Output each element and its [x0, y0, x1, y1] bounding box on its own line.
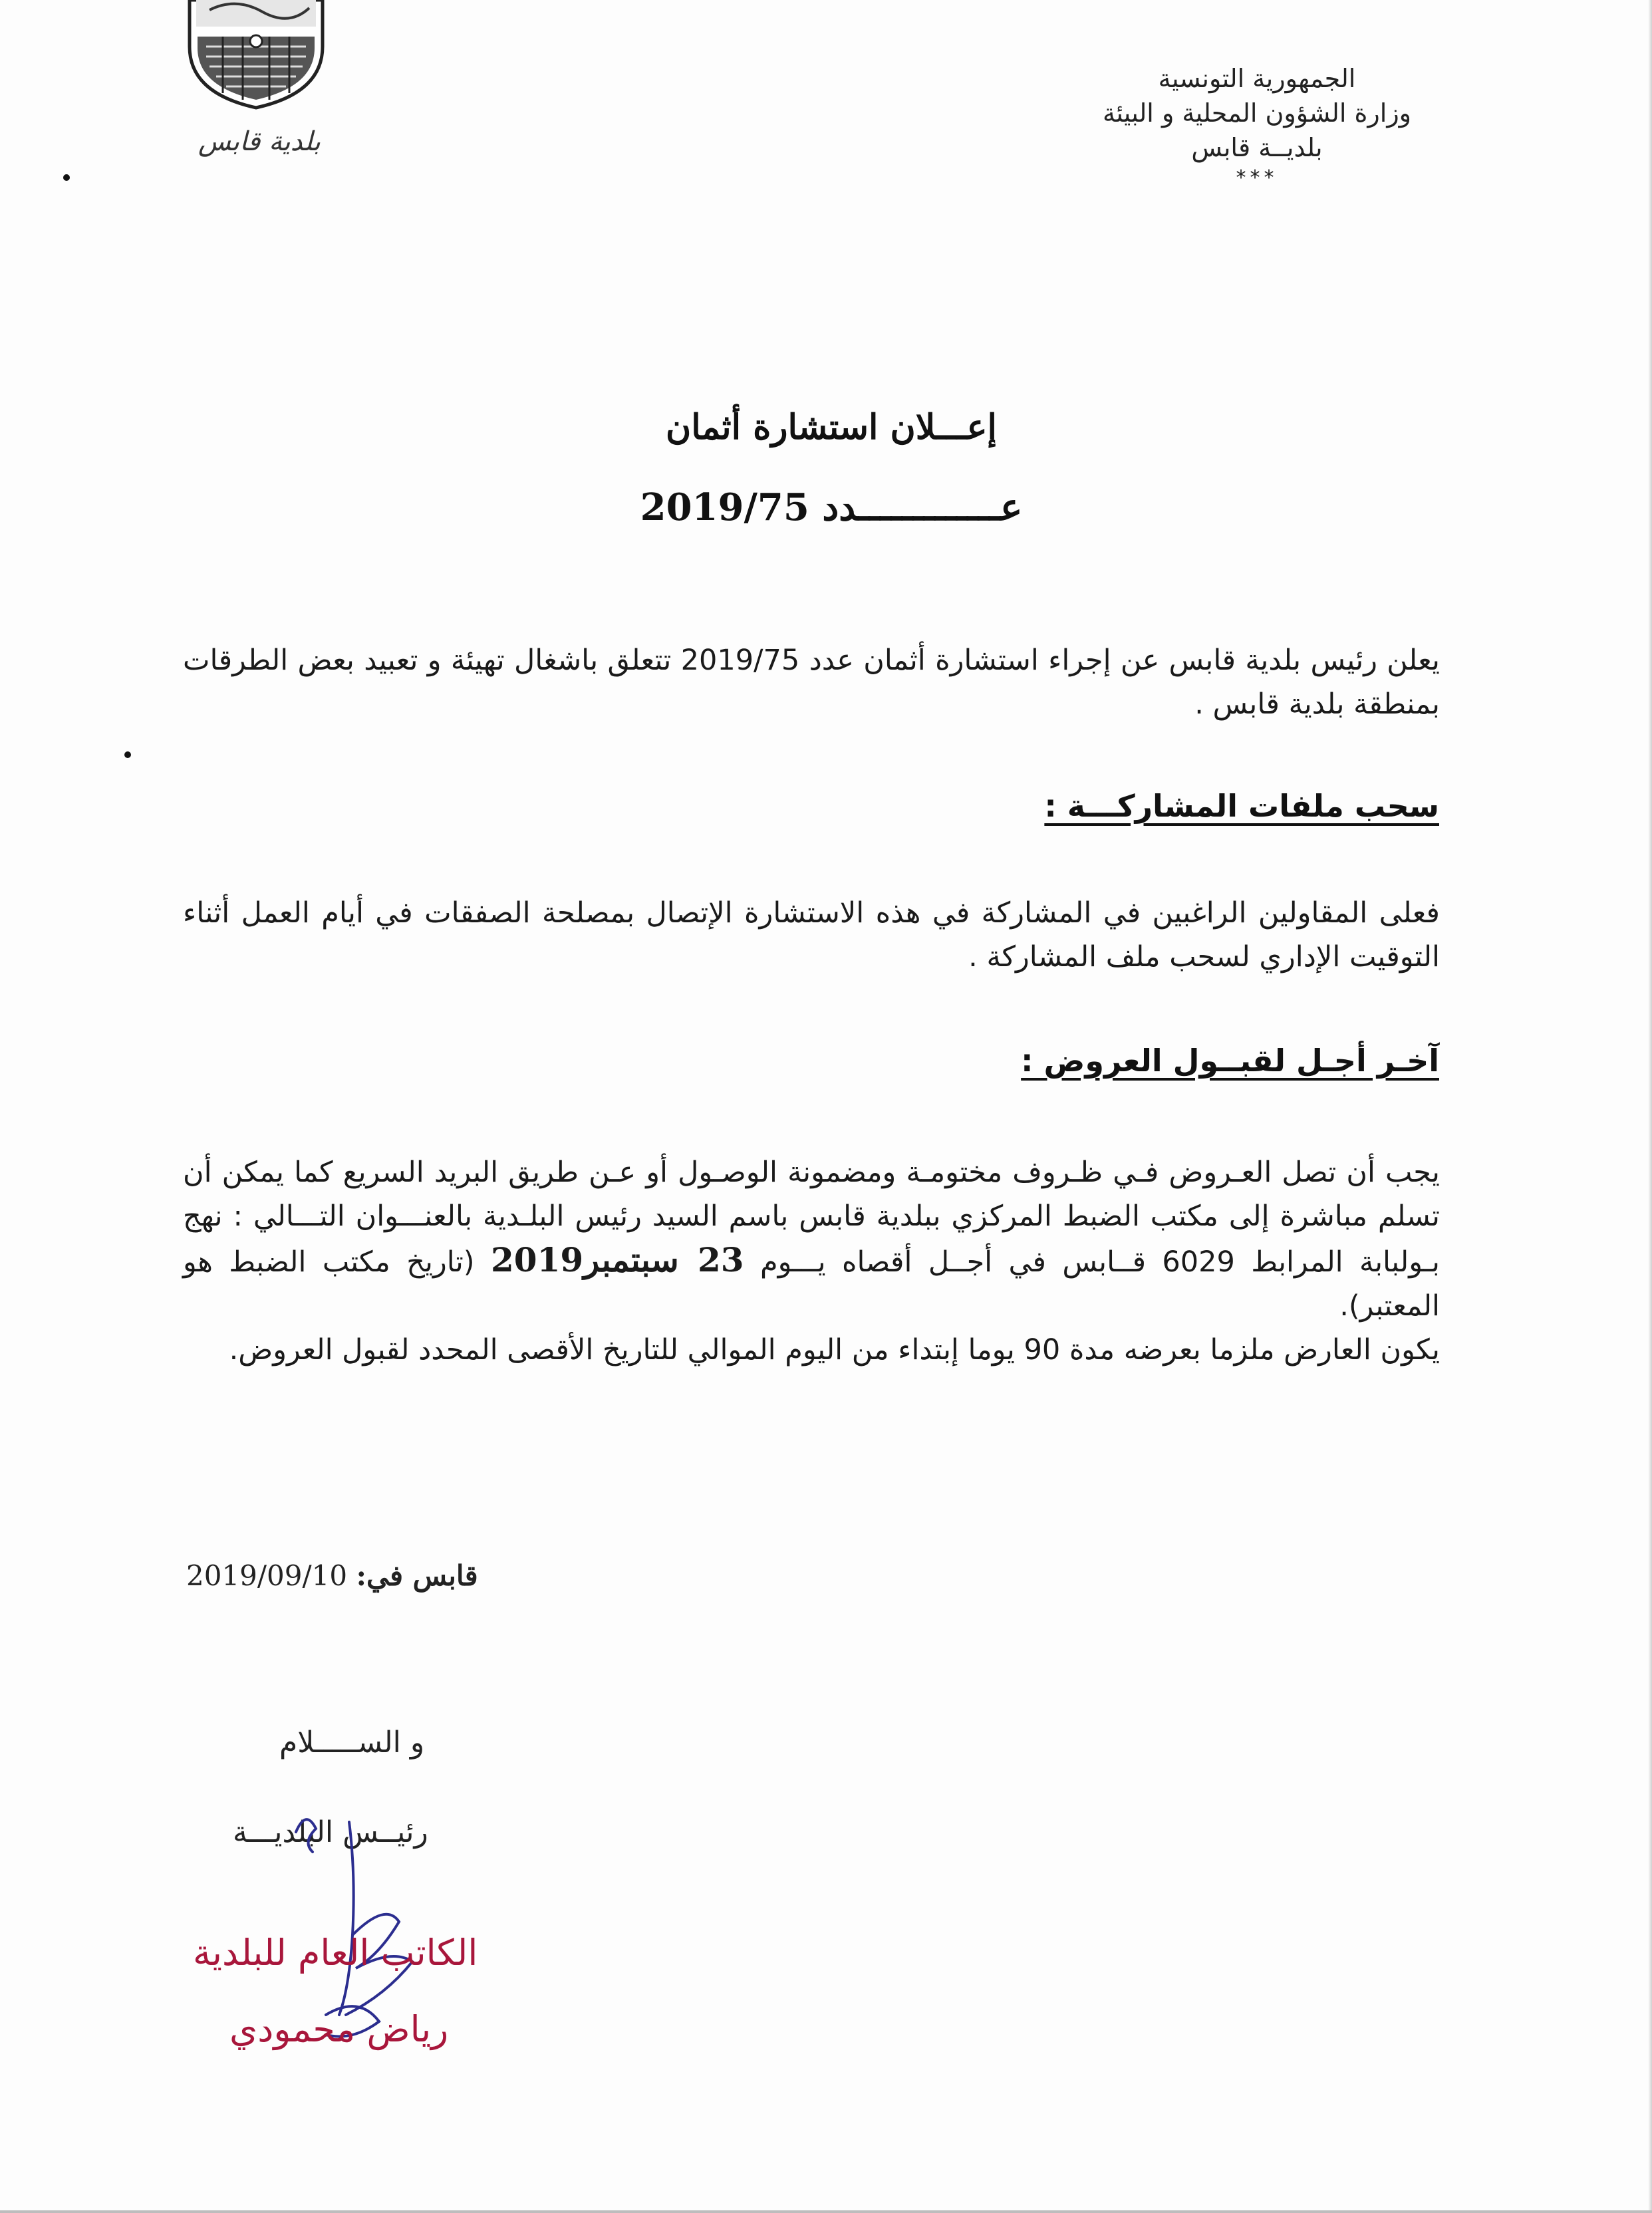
scan-edge	[1648, 0, 1652, 2213]
letterhead	[1037, 61, 1476, 192]
section-body-files: فعلى المقاولين الراغبين في المشاركة في هذه الاستشارة الإتصال بمصلحة الصفقات في أيام العمل أثناء التوقيت الإداري لسحب ملف المشاركة .	[183, 896, 1440, 974]
emblem-caption: بلدية قابس	[198, 126, 321, 157]
scan-dot	[63, 174, 70, 181]
stamp-name: رياض محمودي	[229, 2008, 449, 2050]
deadline-text: يجب أن تصل العـروض فـي ظـروف مختومـة ومضمونة الوصـول أو عـن طريق البريد السريع كما يمكن أن تسلم مباشرة إلى مكتب الضبط المركزي ببلدية قابس باسم السيد رئيس البلـدية بالعنـــوان التـــالي : نهج بـولبابة المرابط 6029 قــابس في أجــل أقصاه يـــوم	[183, 1156, 1441, 1279]
scan-dot	[124, 751, 131, 758]
intro-paragraph: يعلن رئيس بلدية قابس عن إجراء استشارة أثمان عدد 2019/75 تتعلق باشغال تهيئة و تعبيد بعض الطرقات بمنطقة بلدية قابس .	[183, 644, 1440, 721]
header-municipality: بلديــة قابس	[1191, 133, 1323, 162]
date-label: قابس في:	[356, 1559, 478, 1592]
closing-salutation: و الســـــلام	[279, 1726, 425, 1759]
deadline-note: (تاريخ مكتب الضبط هو المعتبر).	[183, 1245, 1440, 1323]
announcement-number: عـــــــــــــدد 2019/75	[640, 485, 1023, 529]
issue-date	[186, 1559, 478, 1592]
header-country: الجمهورية التونسية	[1158, 64, 1356, 93]
deadline-date: 23 سبتمبر2019	[491, 1240, 744, 1279]
signer-title: رئيــس البلديـــة	[233, 1815, 428, 1849]
header-ministry: وزارة الشؤون المحلية و البيئة	[1102, 98, 1412, 128]
page-title: إعـــلان استشارة أثمان	[666, 407, 997, 448]
date-value: 2019/09/10	[186, 1559, 348, 1592]
stamp-title: الكاتب العام للبلدية	[193, 1932, 478, 1974]
validity-text: يكون العارض ملزما بعرضه مدة 90 يوما إبتداء من اليوم الموالي للتاريخ الأقصى المحدد لقبول العروض.	[229, 1333, 1440, 1367]
municipal-crest-icon	[183, 0, 329, 110]
header-stars: ***	[1236, 166, 1278, 190]
section-body-deadline	[183, 1150, 1440, 1372]
scan-bottom-edge	[0, 2210, 1652, 2213]
section-heading-deadline: آخـر أجـل لقبــول العروض :	[1021, 1043, 1439, 1079]
section-heading-files: سحب ملفات المشاركـــة :	[1044, 788, 1439, 824]
